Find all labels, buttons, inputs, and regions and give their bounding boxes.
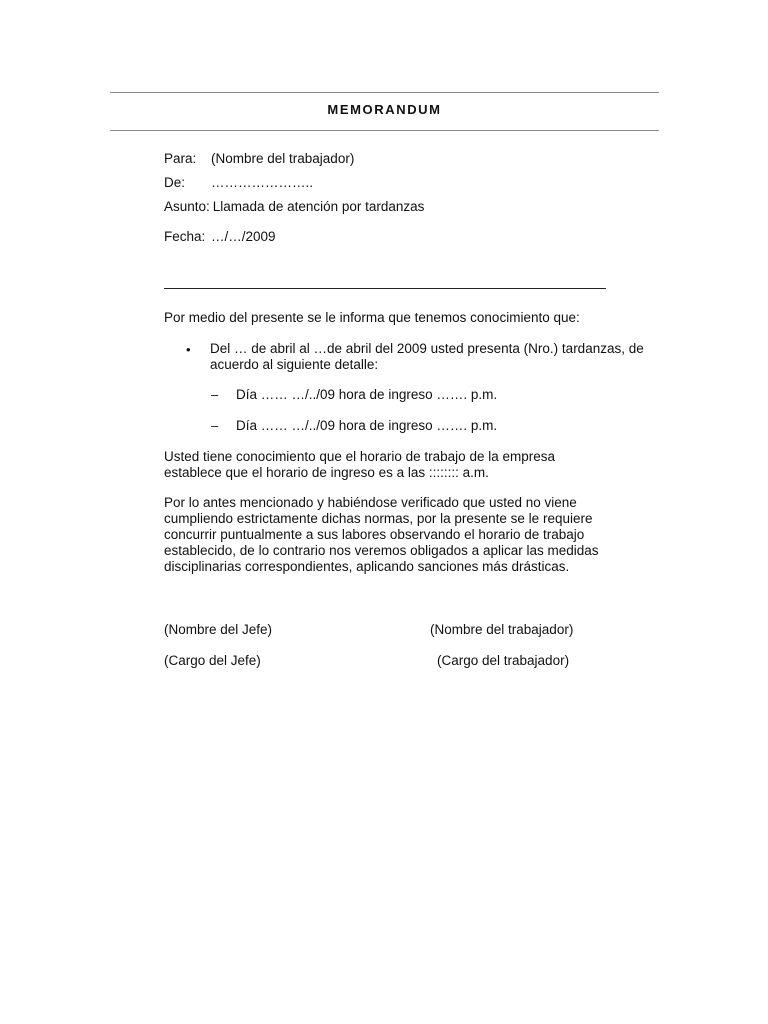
worker-role: (Cargo del trabajador) (437, 653, 570, 668)
header-para-row (164, 151, 354, 166)
fecha-label: Fecha: (164, 229, 206, 244)
dash-icon: – (211, 418, 219, 433)
detail-line: Día …… …/../09 hora de ingreso ……. p.m. (236, 418, 498, 433)
title-top-rule (110, 92, 659, 93)
para-label: Para: (164, 151, 197, 166)
header-fecha-row (164, 229, 276, 244)
title-bottom-rule (110, 130, 659, 131)
paragraph-line: establecido, de lo contrario nos veremos obligados a aplicar las medidas (164, 543, 599, 558)
bullet-line: Del … de abril al …de abril del 2009 usted presenta (Nro.) tardanzas, de (210, 341, 644, 356)
detail-line: Día …… …/../09 hora de ingreso ……. p.m. (236, 387, 498, 402)
schedule-paragraph (164, 449, 604, 481)
header-separator (164, 288, 606, 289)
asunto-value: Llamada de atención por tardanzas (212, 199, 425, 214)
header-de-row (164, 175, 313, 190)
dash-icon: – (211, 387, 219, 402)
bullet-paragraph (210, 341, 658, 373)
paragraph-line: Por lo antes mencionado y habiéndose verificado que usted no viene (164, 495, 577, 510)
asunto-label: Asunto: (164, 199, 210, 214)
paragraph-line: cumpliendo estrictamente dichas normas, por la presente se le requiere (164, 511, 593, 526)
header-asunto-row (164, 199, 424, 214)
intro-text: Por medio del presente se le informa que tenemos conocimiento que: (164, 310, 580, 325)
bullet-line: acuerdo al siguiente detalle: (210, 357, 379, 372)
de-value: ………………….. (211, 175, 314, 190)
warning-paragraph (164, 495, 604, 575)
para-value: (Nombre del trabajador) (211, 151, 355, 166)
fecha-value: …/…/2009 (211, 229, 276, 244)
paragraph-line: disciplinarias correspondientes, aplicando sanciones más drásticas. (164, 559, 570, 574)
paragraph-line: establece que el horario de ingreso es a las :::::::: a.m. (164, 465, 489, 480)
paragraph-line: Usted tiene conocimiento que el horario de trabajo de la empresa (164, 449, 555, 464)
worker-name: (Nombre del trabajador) (430, 622, 574, 637)
boss-role: (Cargo del Jefe) (164, 653, 261, 668)
boss-name: (Nombre del Jefe) (164, 622, 273, 637)
de-label: De: (164, 175, 186, 190)
bullet-icon: • (186, 342, 191, 357)
memo-title: MEMORANDUM (327, 102, 442, 117)
paragraph-line: concurrir puntualmente a sus labores observando el horario de trabajo (164, 527, 585, 542)
